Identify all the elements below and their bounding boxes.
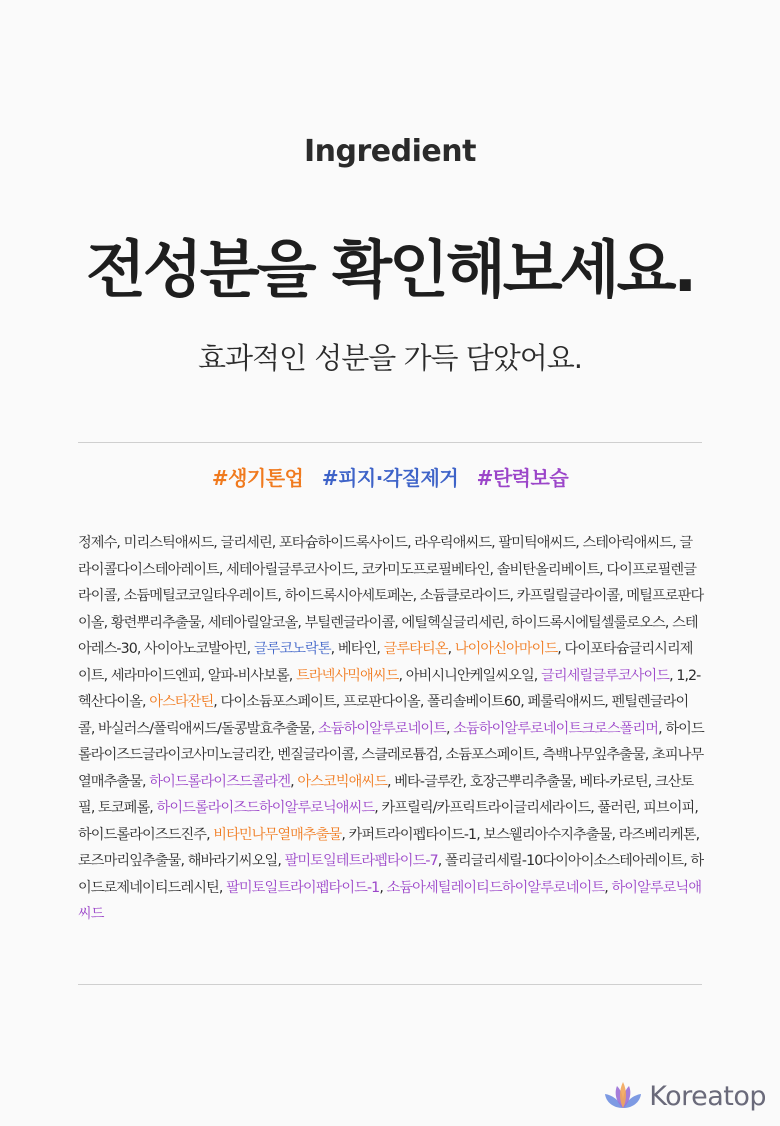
ingredient-item: 카프릴릴글라이콜 <box>516 588 620 604</box>
ingredient-item: 세라마이드엔피 <box>110 667 201 684</box>
ingredient-item: 로즈마리잎추출물 <box>78 853 181 869</box>
ingredient-item: 비타민나무열매추출물 <box>213 826 342 843</box>
tag-firming-moisture: #탄력보습 <box>476 466 569 490</box>
ingredient-item: 미리스틱애씨드 <box>123 535 214 551</box>
ingredient-item: 포타슘하이드록사이드 <box>279 535 408 551</box>
ingredient-item: 페룰릭애씨드 <box>527 694 605 710</box>
divider-bottom <box>78 984 702 985</box>
ingredient-item: 다이포타슘글리시리제이트 <box>78 641 693 684</box>
ingredient-item: 황련뿌리추출물 <box>110 614 201 631</box>
ingredient-item: 트라넥사믹애씨드 <box>296 667 399 684</box>
ingredient-item: 팔미토일트라이펩타이드-1 <box>226 879 380 896</box>
ingredient-item: 벤질글라이콜 <box>277 747 355 763</box>
tag-glow-toneup: #생기톤업 <box>211 466 304 490</box>
ingredient-item: 소듐메틸코코일타우레이트 <box>123 588 278 604</box>
ingredient-item: 다이소듐포스페이트 <box>220 694 336 710</box>
divider-top <box>78 442 702 443</box>
ingredient-item: 하이드롤라이즈드콜라겐 <box>149 773 291 790</box>
eyebrow-title: Ingredient <box>304 134 476 169</box>
ingredient-item: 측백나무잎추출물 <box>542 747 645 763</box>
ingredient-item: 하이드롤라이즈드진주 <box>78 826 207 843</box>
ingredient-item: 소듐하이알루로네이트크로스폴리머 <box>453 720 659 737</box>
ingredient-item: 1,2-헥산다이올 <box>78 667 701 710</box>
ingredient-item: 팔미틱애씨드 <box>498 535 576 551</box>
ingredient-item: 크산토필 <box>78 773 694 816</box>
ingredient-item: 베타-카로틴 <box>579 773 648 790</box>
ingredient-item: 피브이피 <box>643 800 695 816</box>
ingredient-item: 세테아릴글루코사이드 <box>226 561 355 578</box>
ingredient-item: 토코페롤 <box>98 800 150 816</box>
ingredient-item: 아스코빅애씨드 <box>297 773 387 790</box>
ingredient-item: 보스웰리아수지추출물 <box>483 826 612 843</box>
ingredient-item: 풀러린 <box>597 800 636 816</box>
ingredient-item: 스테아릭애씨드 <box>582 535 673 551</box>
tag-list <box>0 462 780 491</box>
ingredient-item: 글리세린 <box>220 535 272 551</box>
page-subtitle: 효과적인 성분을 가득 담았어요. <box>197 341 583 375</box>
ingredient-item: 소듐포스페이트 <box>445 747 536 763</box>
ingredient-item: 팔미토일테트라펩타이드-7 <box>284 853 438 869</box>
ingredient-item: 글루타티온 <box>383 641 448 657</box>
ingredient-item: 스클레로튬검 <box>361 747 439 763</box>
ingredient-item: 글리세릴글루코사이드 <box>541 667 670 684</box>
ingredient-item: 카프릴릭/카프릭트라이글리세라이드 <box>381 800 591 816</box>
tag-sebum-exfoliation: #피지·각질제거 <box>321 466 459 490</box>
ingredient-item: 솔비탄올리베이트 <box>496 561 600 578</box>
ingredient-item: 라즈베리케톤 <box>618 826 696 843</box>
ingredient-item: 에틸헥실글리세린 <box>401 614 504 631</box>
ingredient-item: 프로판다이올 <box>343 694 420 710</box>
ingredient-item: 글라이콜다이스테아레이트 <box>78 535 693 578</box>
ingredient-item: 호장근뿌리추출물 <box>469 773 573 790</box>
ingredient-item: 부틸렌글라이콜 <box>304 614 395 631</box>
lotus-icon <box>603 1080 643 1112</box>
ingredient-item: 소듐하이알루로네이트 <box>317 720 446 737</box>
brand-name: Koreatop <box>649 1080 766 1112</box>
ingredient-item: 베타-글루칸 <box>394 773 463 790</box>
ingredient-item: 하이드록시아세토페논 <box>284 588 413 604</box>
ingredient-item: 베타인 <box>337 641 377 657</box>
ingredient-item: 하이드롤라이즈드하이알루로닉애씨드 <box>156 800 375 816</box>
ingredient-item: 소듐아세틸레이티드하이알루로네이트 <box>386 879 605 896</box>
ingredient-item: 폴리솔베이트60 <box>427 694 521 710</box>
ingredient-item: 소듐클로라이드 <box>419 588 510 604</box>
ingredient-item: 펜틸렌글라이콜 <box>78 694 689 737</box>
page-title: 전성분을 확인해보세요. <box>85 233 695 306</box>
brand-logo <box>603 1080 766 1112</box>
ingredient-item: 하이드로제네이티드레시틴 <box>78 853 704 896</box>
ingredient-item: 초피나무열매추출물 <box>78 747 704 790</box>
ingredient-item: 아비시니안케일씨오일 <box>405 667 534 684</box>
ingredient-item: 사이아노코발아민 <box>144 641 247 657</box>
ingredient-item: 글루코노락톤 <box>253 641 331 657</box>
ingredient-item: 나이아신아마이드 <box>454 641 558 657</box>
ingredient-item: 정제수 <box>78 535 117 551</box>
ingredient-item: 스테아레스-30 <box>78 614 698 657</box>
ingredient-item: 코카미도프로필베타인 <box>361 561 490 578</box>
ingredient-item: 세테아릴알코올 <box>207 614 298 631</box>
ingredient-item: 하이드록시에틸셀룰로오스 <box>511 614 665 631</box>
ingredient-item: 폴리글리세릴-10다이아이소스테아레이트 <box>445 853 684 869</box>
ingredient-item: 알파-비사보롤 <box>207 667 289 684</box>
ingredient-item: 하이알루로닉애씨드 <box>78 879 702 922</box>
ingredient-item: 라우릭애씨드 <box>414 535 492 551</box>
ingredient-item: 아스타잔틴 <box>149 694 214 710</box>
ingredient-list: 정제수, 미리스틱애씨드, 글리세린, 포타슘하이드록사이드, 라우릭애씨드, 팔미틱애씨드, 스테아릭애씨드, 글라이콜다이스테아레이트, 세테아릴글루코사이드, 코카미도프로필베타인, 솔비탄올리베이트, 다이프로필렌글라이콜, 소듐메틸코코일타우레이트, 하이드록시아세토페논, 소듐클로라이드, 카프릴릴글라이콜, 메틸프로판다이올, 황련뿌리추출물, 세테아릴알코올, 부틸렌글라이콜, 에틸헥실글리세린, 하이드록시에틸셀룰로오스, 스테아레스-30, 사이아노코발아민, 글루코노락톤, 베타인, 글루타티온, 나이아신아마이드, 다이포타슘글리시리제이트, 세라마이드엔피, 알파-비사보롤, 트라넥사믹애씨드, 아비시니안케일씨오일, 글리세릴글루코사이드, 1,2-헥산다이올, 아스타잔틴, 다이소듐포스페이트, 프로판다이올, 폴리솔베이트60, 페룰릭애씨드, 펜틸렌글라이콜, 바실러스/폴릭애씨드/돌콩발효추출물, 소듐하이알루로네이트, 소듐하이알루로네이트크로스폴리머, 하이드롤라이즈드글라이코사미노글리칸, 벤질글라이콜, 스클레로튬검, 소듐포스페이트, 측백나무잎추출물, 초피나무열매추출물, 하이드롤라이즈드콜라겐, 아스코빅애씨드, 베타-글루칸, 호장근뿌리추출물, 베타-카로틴, 크산토필, 토코페롤, 하이드롤라이즈드하이알루로닉애씨드, 카프릴릭/카프릭트라이글리세라이드, 풀러린, 피브이피, 하이드롤라이즈드진주, 비타민나무열매추출물, 카퍼트라이펩타이드-1, 보스웰리아수지추출물, 라즈베리케톤, 로즈마리잎추출물, 해바라기씨오일, 팔미토일테트라펩타이드-7, 폴리글리세릴-10다이아이소스테아레이트, 하이드로제네이티드레시틴, 팔미토일트라이펩타이드-1, 소듐아세틸레이티드하이알루로네이트, 하이알루로닉애씨드 <box>78 535 704 922</box>
ingredient-item: 하이드롤라이즈드글라이코사미노글리칸 <box>78 720 704 763</box>
ingredient-item: 메틸프로판다이올 <box>78 588 704 631</box>
ingredient-item: 카퍼트라이펩타이드-1 <box>348 826 477 843</box>
ingredient-item: 해바라기씨오일 <box>187 853 278 869</box>
ingredient-item: 다이프로필렌글라이콜 <box>78 561 697 604</box>
ingredient-item: 바실러스/폴릭애씨드/돌콩발효추출물 <box>98 720 311 737</box>
